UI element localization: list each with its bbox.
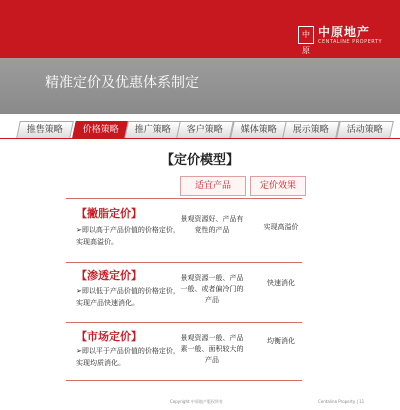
column-header-effect: 定价效果 [250,176,306,196]
row-product-market: 景观资源一般、产品素一般、面积较大的产品 [180,334,244,364]
section-heading: 【定价模型】 [160,153,239,168]
row-effect-skimming: 实现高溢价 [263,223,299,231]
tab-event-strategy[interactable]: 活动策略 [336,121,394,138]
row-label-market: 【市场定价】 [76,330,142,343]
logo-subtext: CENTALINE PROPERTY [317,38,382,45]
footer-page-info: Centaline Property | 11 [318,399,365,404]
tab-push-strategy[interactable]: 推售策略 [16,121,74,138]
row-effect-market: 均衡消化 [267,337,295,345]
row-effect-penetration: 快速消化 [267,279,295,287]
logo-mark-icon: 中原 [298,26,314,44]
tab-price-strategy[interactable]: 价格策略 [72,121,130,138]
row-desc-market: ➢即以平于产品价值的价格定价，实现均质消化。 [76,347,180,367]
row-desc-penetration: ➢即以低于产品价值的价格定价，实现产品快速消化。 [76,287,180,307]
logo-text: 中原地产 [317,24,370,39]
row-label-penetration: 【渗透定价】 [76,269,142,282]
row-desc-skimming: ➢即以高于产品价值的价格定价，实现高溢价。 [76,226,180,246]
tab-promotion-strategy[interactable]: 推广策略 [124,121,182,138]
footer-copyright: Copyright 中原地产版权所有 [170,399,223,404]
tab-media-strategy[interactable]: 媒体策略 [230,121,288,138]
column-header-product: 适宜产品 [180,176,246,196]
row-product-penetration: 景观资源一般、产品一般、或者偏冷门的产品 [180,274,244,304]
row-product-skimming: 景观资源好、产品有竞性的产品 [180,215,244,234]
company-logo [298,22,382,55]
row-divider [66,198,302,199]
tab-display-strategy[interactable]: 展示策略 [282,121,340,138]
tab-customer-strategy[interactable]: 客户策略 [176,121,234,138]
row-label-skimming: 【撇脂定价】 [76,207,142,220]
row-divider [66,380,302,381]
row-divider [66,262,302,263]
row-divider [66,322,302,323]
tabs-divider [0,138,400,139]
page-title: 精准定价及优惠体系制定 [45,75,199,91]
